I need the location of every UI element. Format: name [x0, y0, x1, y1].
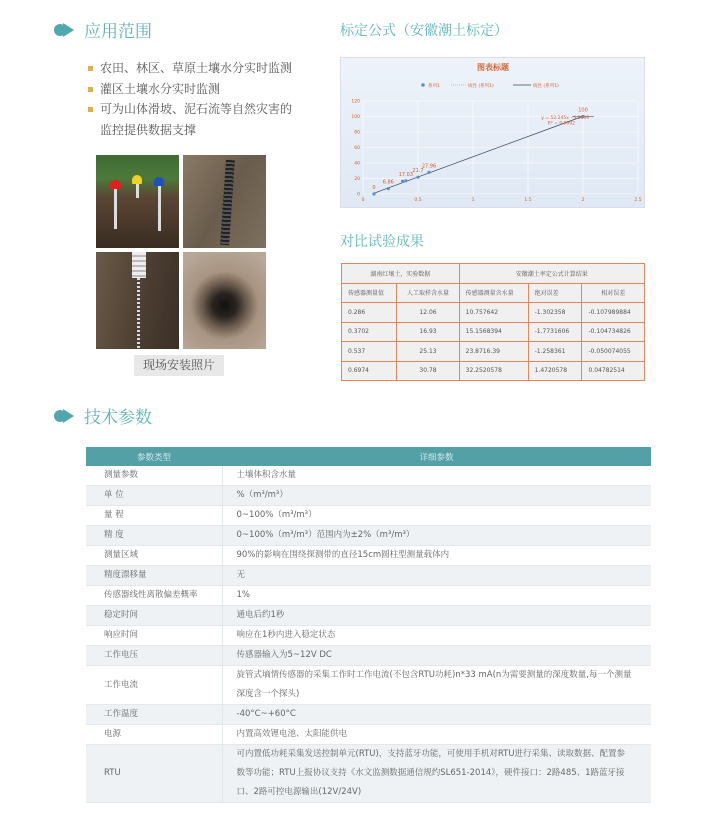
- legend-entry: 线性 (系列1): [468, 84, 494, 89]
- table-cell: 25.13: [397, 342, 459, 362]
- table-cell: 0.286: [342, 303, 397, 323]
- table-cell: 30.78: [397, 361, 459, 381]
- table-row: [86, 745, 651, 803]
- chart-svg: [341, 58, 646, 209]
- data-point: [372, 192, 375, 195]
- param-name: 工作温度: [86, 705, 222, 725]
- specs-heading: [54, 403, 152, 428]
- y-tick-label: 40: [354, 161, 360, 167]
- param-name: 精度漂移量: [86, 566, 222, 586]
- param-name: 测量区域: [86, 546, 222, 566]
- table-row: [342, 303, 645, 323]
- data-label: 17.03: [398, 171, 414, 178]
- param-name: 单 位: [86, 486, 222, 506]
- x-tick-label: 2.5: [634, 198, 642, 203]
- param-value: 无: [222, 566, 651, 586]
- section-arrow-icon: [54, 22, 76, 38]
- specs-table: [86, 447, 651, 803]
- table-cell: 15.1568394: [459, 322, 528, 342]
- table-cell: -1.7731606: [528, 322, 582, 342]
- table-header-row: [342, 283, 645, 303]
- calibration-title: 标定公式（安徽潮土标定）: [340, 23, 508, 39]
- param-value: 通电后约1秒: [222, 606, 651, 626]
- table-cell: -0.107989884: [582, 303, 645, 323]
- list-item: 农田、林区、草原土壤水分实时监测: [88, 58, 303, 79]
- data-label: 100: [578, 107, 588, 114]
- table-row: [342, 361, 645, 381]
- column-header: 传感器测量含水量: [459, 283, 528, 303]
- y-tick-label: 20: [354, 177, 360, 182]
- table-row: [86, 646, 651, 666]
- list-item: 灌区土壤水分实时监测: [88, 79, 303, 100]
- table-row: [342, 342, 645, 362]
- table-header-row: [86, 447, 651, 466]
- table-row: [86, 546, 651, 566]
- table-group-header-row: [342, 264, 645, 284]
- column-header: 传感器测量值: [342, 283, 397, 303]
- param-name: 工作电压: [86, 646, 222, 666]
- photo-caption: 现场安装照片: [134, 355, 224, 376]
- table-row: [86, 586, 651, 606]
- table-cell: -1.302358: [528, 303, 582, 323]
- trend-r2: R² = 0.9992: [547, 121, 576, 127]
- legend-entry: 系列1: [428, 84, 440, 89]
- param-value: 1%: [222, 586, 651, 606]
- group-header: 安徽潮土率定公式计算结果: [459, 264, 644, 284]
- section-arrow-icon: [54, 408, 76, 424]
- application-heading: [54, 17, 152, 42]
- data-point: [404, 179, 407, 182]
- param-name: 精 度: [86, 526, 222, 546]
- param-name: 工作电流: [86, 666, 222, 705]
- data-point: [401, 180, 404, 183]
- param-value: 传感器输入为5~12V DC: [222, 646, 651, 666]
- param-value: 90%的影响在围绕探测带的直径15cm圆柱型测量载体内: [222, 546, 651, 566]
- param-value: 可内置低功耗采集发送控制单元(RTU)，支持蓝牙功能，可使用手机对RTU进行采集、读取数据、配置参数等功能；RTU上报协议支持《水文监测数据通信规约SL651-2014》，硬件接口：2路485、1路蓝牙接口、2路可控电源输出(12V/24V): [222, 745, 651, 803]
- calibration-chart: [340, 57, 645, 208]
- data-point: [427, 171, 430, 174]
- application-list: [88, 58, 303, 140]
- column-header: 人工取样含水量: [397, 283, 459, 303]
- x-tick-label: 2: [581, 198, 585, 203]
- table-row: [86, 566, 651, 586]
- x-tick-label: 1.5: [524, 198, 532, 203]
- table-row: [86, 606, 651, 626]
- param-name: 稳定时间: [86, 606, 222, 626]
- data-label: 0: [372, 185, 376, 191]
- table-cell: -0.104734826: [582, 322, 645, 342]
- table-cell: 12.06: [397, 303, 459, 323]
- application-title: 应用范围: [84, 22, 152, 42]
- table-cell: -0.050074055: [582, 342, 645, 362]
- comparison-title: 对比试验成果: [340, 234, 424, 250]
- table-cell: 10.757642: [459, 303, 528, 323]
- table-row: [86, 705, 651, 725]
- y-tick-label: 60: [354, 146, 360, 151]
- site-photo-borehole: [183, 252, 266, 349]
- x-tick-label: 0.5: [414, 198, 422, 203]
- legend-entry: 线性 (系列1): [533, 84, 559, 89]
- param-value: 0~100%（m³/m³）: [222, 506, 651, 526]
- y-tick-label: 0: [357, 192, 360, 198]
- table-row: [342, 322, 645, 342]
- column-header: 参数类型: [86, 447, 222, 466]
- param-value: 0~100%（m³/m³）范围内为±2%（m³/m³）: [222, 526, 651, 546]
- data-label: 6.86: [382, 179, 394, 186]
- param-name: 电源: [86, 725, 222, 745]
- param-name: 测量参数: [86, 466, 222, 486]
- specs-title: 技术参数: [84, 408, 152, 428]
- table-cell: 23.8716.39: [459, 342, 528, 362]
- param-value: 响应在1秒内进入稳定状态: [222, 626, 651, 646]
- table-row: [86, 666, 651, 705]
- table-row: [86, 725, 651, 745]
- table-cell: 16.93: [397, 322, 459, 342]
- y-tick-label: 120: [351, 99, 360, 105]
- column-header: 相对误差: [582, 283, 645, 303]
- column-header: 绝对误差: [528, 283, 582, 303]
- table-row: [86, 506, 651, 526]
- param-value: %（m³/m³）: [222, 486, 651, 506]
- table-cell: 0.04782514: [582, 361, 645, 381]
- table-cell: 32.2520578: [459, 361, 528, 381]
- column-header: 详细参数: [222, 447, 651, 466]
- y-tick-label: 80: [354, 130, 360, 136]
- param-value: 土壤体积含水量: [222, 466, 651, 486]
- table-cell: 0.6974: [342, 361, 397, 381]
- param-name: 传感器线性离散偏差概率: [86, 586, 222, 606]
- legend-marker: [421, 83, 425, 87]
- site-photo-hole-section: [96, 252, 179, 349]
- site-photo-tube: [183, 155, 266, 248]
- table-row: [86, 466, 651, 486]
- list-item: 可为山体滑坡、泥石流等自然灾害的监控提供数据支撑: [88, 99, 303, 140]
- data-point: [416, 176, 419, 179]
- table-row: [86, 526, 651, 546]
- site-photo-probes: [96, 155, 179, 248]
- table-cell: 0.537: [342, 342, 397, 362]
- param-name: 量 程: [86, 506, 222, 526]
- table-cell: 0.3702: [342, 322, 397, 342]
- x-tick-label: 0: [361, 198, 365, 203]
- param-value: 内置高效锂电池、太阳能供电: [222, 725, 651, 745]
- x-tick-label: 1: [471, 198, 475, 203]
- table-cell: -1.258361: [528, 342, 582, 362]
- data-label: 21.7: [412, 168, 424, 175]
- table-cell: 1.4720578: [528, 361, 582, 381]
- y-tick-label: 100: [351, 115, 360, 120]
- group-header: 湖南红壤土，实验数据: [342, 264, 460, 284]
- data-label: 27.96: [421, 163, 437, 170]
- table-row: [86, 486, 651, 506]
- data-point: [387, 187, 390, 190]
- param-name: RTU: [86, 745, 222, 803]
- table-row: [86, 626, 651, 646]
- param-value: 旋管式墒情传感器的采集工作时工作电流(不包含RTU功耗)n*33 mA(n为需要测量的深度数量,每一个测量深度含一个探头): [222, 666, 651, 705]
- param-value: -40°C~+60°C: [222, 705, 651, 725]
- param-name: 响应时间: [86, 626, 222, 646]
- trend-equation: y = 52.245x - 4.1839: [541, 115, 590, 121]
- comparison-table: [341, 263, 645, 381]
- chart-title: 图表标题: [477, 63, 509, 72]
